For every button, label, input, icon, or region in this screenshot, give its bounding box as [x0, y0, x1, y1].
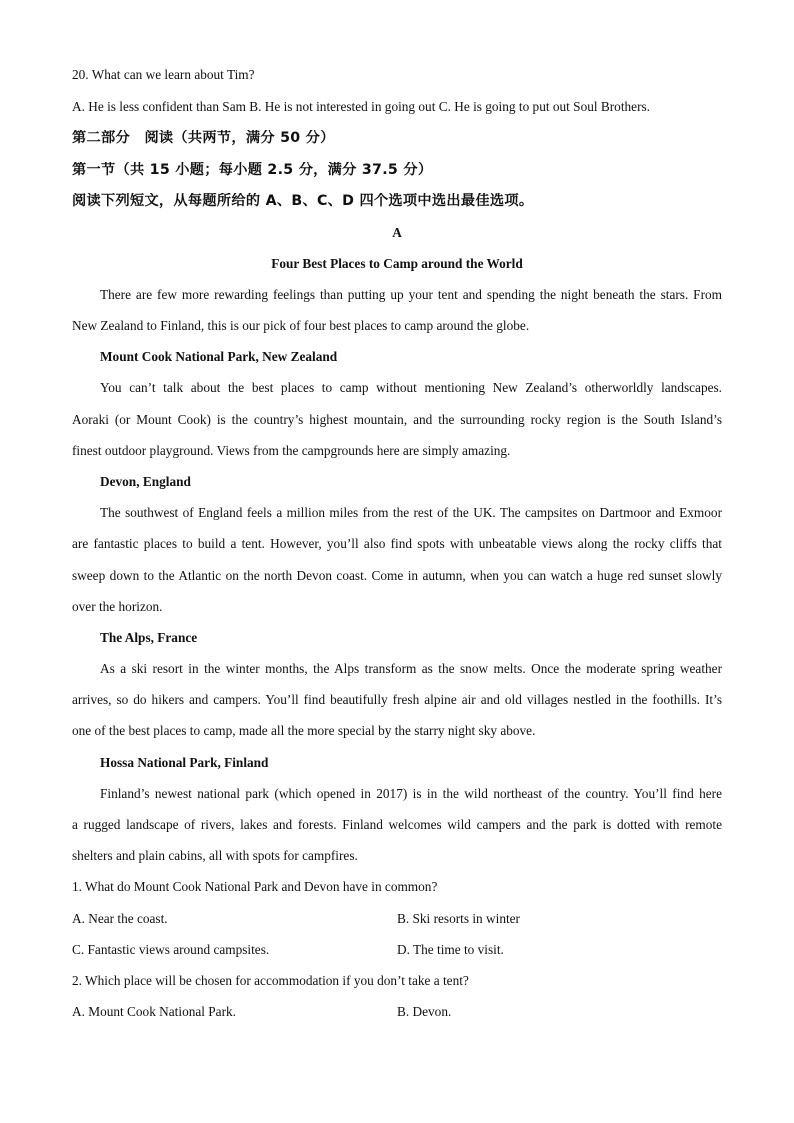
section-instruction: 阅读下列短文，从每题所给的 A、B、C、D 四个选项中选出最佳选项。 [72, 193, 534, 209]
intro-line: There are few more rewarding feelings than putting up your tent and spending the night beneath the stars. From [100, 287, 722, 302]
paragraph-line: The southwest of England feels a million miles from the rest of the UK. The campsites on Dartmoor and Exmoor [100, 505, 722, 520]
question-1-option-a: A. Near the coast. [72, 911, 168, 926]
place-heading-hossa: Hossa National Park, Finland [100, 755, 269, 770]
paragraph-line: a rugged landscape of rivers, lakes and forests. Finland welcomes wild campers and the park is dotted with remote [72, 817, 722, 832]
q20-question: 20. What can we learn about Tim? [72, 67, 255, 82]
paragraph-line: sweep down to the Atlantic on the north Devon coast. Come in autumn, when you can watch a huge red sunset slowly [72, 568, 722, 583]
paragraph-line: over the horizon. [72, 599, 163, 614]
section-one-heading: 第一节（共 15 小题；每小题 2.5 分，满分 37.5 分） [72, 162, 433, 178]
question-1-option-b: B. Ski resorts in winter [397, 911, 520, 926]
passage-label: A [392, 225, 402, 240]
question-1-stem: 1. What do Mount Cook National Park and Devon have in common? [72, 879, 438, 894]
place-heading-mount-cook: Mount Cook National Park, New Zealand [100, 349, 338, 364]
paragraph-line: one of the best places to camp, made all the more special by the starry night sky above. [72, 723, 536, 738]
place-heading-devon: Devon, England [100, 474, 191, 489]
section-part-two-heading: 第二部分 阅读（共两节，满分 50 分） [72, 130, 335, 146]
paragraph-line: arrives, so do hikers and campers. You’ll find beautifully fresh alpine air and old villages nestled in the foothills. It’s [72, 692, 722, 707]
paragraph-line: shelters and plain cabins, all with spots for campfires. [72, 848, 358, 863]
paragraph-line: As a ski resort in the winter months, the Alps transform as the snow melts. Once the moderate spring weather [100, 661, 722, 676]
passage-title: Four Best Places to Camp around the World [271, 256, 523, 271]
place-heading-alps: The Alps, France [100, 630, 198, 645]
question-2-option-b: B. Devon. [397, 1004, 452, 1019]
q20-options: A. He is less confident than Sam B. He is not interested in going out C. He is going to put out Soul Brothers. [72, 99, 650, 114]
question-1-option-c: C. Fantastic views around campsites. [72, 942, 270, 957]
paragraph-line: are fantastic places to build a tent. However, you’ll also find spots with unbeatable views along the rocky cliffs that [72, 536, 722, 551]
question-2-option-a: A. Mount Cook National Park. [72, 1004, 236, 1019]
question-1-option-d: D. The time to visit. [397, 942, 504, 957]
paragraph-line: Aoraki (or Mount Cook) is the country’s highest mountain, and the surrounding rocky region is the South Island’s [72, 412, 722, 427]
question-2-stem: 2. Which place will be chosen for accommodation if you don’t take a tent? [72, 973, 469, 988]
intro-line: New Zealand to Finland, this is our pick of four best places to camp around the globe. [72, 318, 530, 333]
paragraph-line: Finland’s newest national park (which opened in 2017) is in the wild northeast of the country. You’ll find here [100, 786, 722, 801]
paragraph-line: You can’t talk about the best places to camp without mentioning New Zealand’s otherworldly landscapes. [100, 380, 722, 395]
paragraph-line: finest outdoor playground. Views from the campgrounds here are simply amazing. [72, 443, 511, 458]
